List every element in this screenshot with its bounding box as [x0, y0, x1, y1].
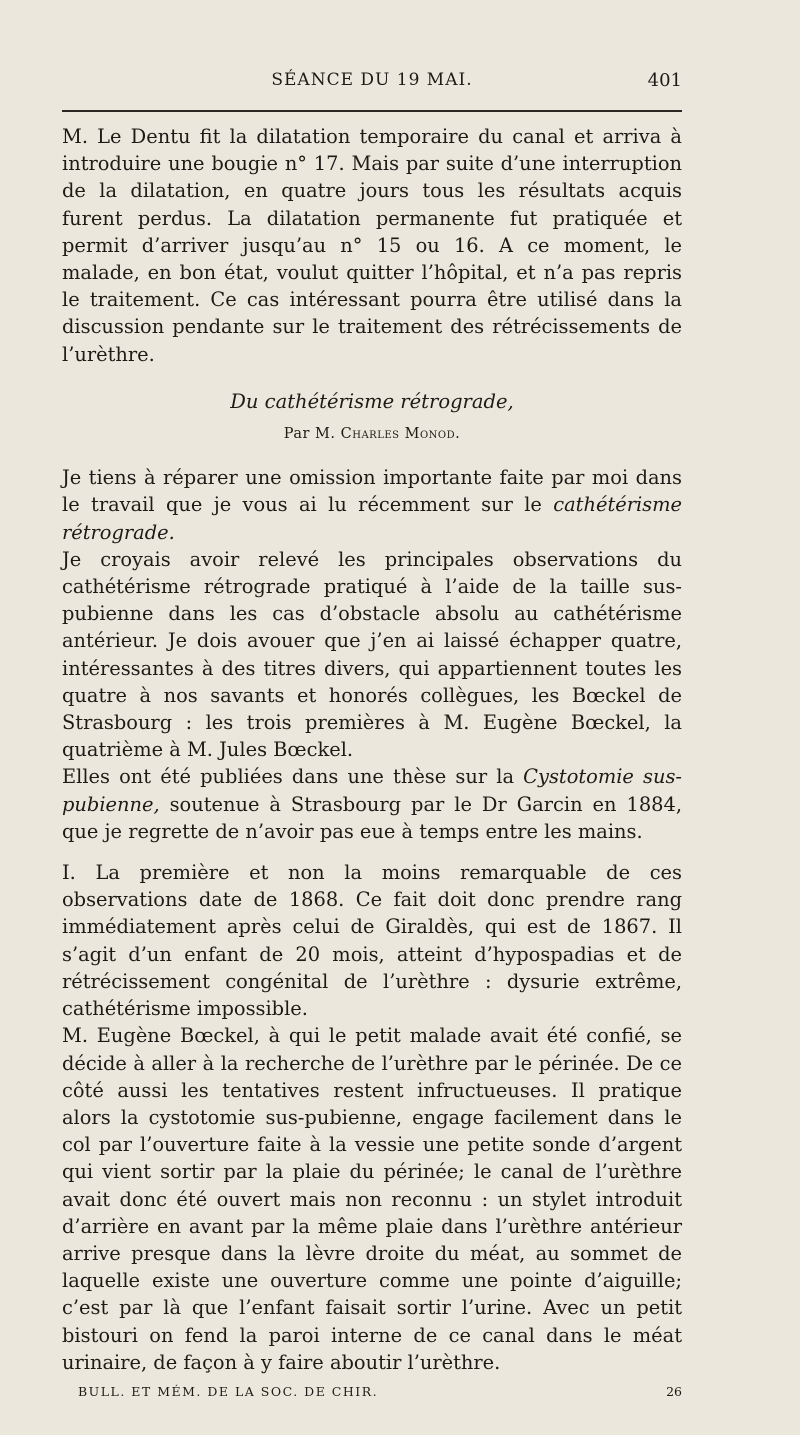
page-number: 401	[647, 70, 682, 91]
author-name: Charles Monod.	[340, 426, 461, 443]
paragraph-gap	[62, 845, 682, 859]
paragraph-omission-text: Je tiens à réparer une omission importante faite par moi dans le travail que je vous ai lu récemment sur le	[62, 466, 682, 517]
paragraph-observation-one: I. La première et non la moins remarquable de ces observations date de 1868. Ce fait doit donc prendre rang immédiatement après celui de Giraldès, qui est de 1867. Il s’agit d’un enfant de 20 mois, atteint d’hypospadias et de rétrécissement congénital de l’urèthre : dysurie extrême, cathétérisme impossible.	[62, 861, 682, 1021]
paragraph-omission-title: cathétérisme rétrograde.	[62, 493, 682, 544]
paragraph-boeckel: M. Eugène Bœckel, à qui le petit malade avait été confié, se décide à aller à la recherche de l’urèthre par le périnée. De ce côté aussi les tentatives restent infructueuses. Il pratique alors la cystotomie sus-pubienne, engage facilement dans le col par l’ouverture faite à la vessie une petite sonde d’argent qui vient sortir par la plaie du périnée; le canal de l’urèthre avait donc été ouvert mais non reconnu : un stylet introduit d’arrière en avant par la même plaie dans l’urèthre antérieur arrive presque dans la lèvre droite du méat, au sommet de laquelle existe une ouverture comme une pointe d’aiguille; c’est par là que l’enfant faisait sortir l’urine. Avec un petit bistouri on fend la paroi interne de ce canal dans le méat urinaire, de façon à y faire aboutir l’urèthre.	[62, 1024, 682, 1374]
author-line	[62, 421, 682, 448]
header-rule	[62, 110, 682, 112]
author-prefix: Par M.	[283, 426, 336, 443]
running-title: SÉANCE DU 19 MAI.	[271, 70, 473, 90]
paragraph-omission	[62, 464, 682, 546]
paragraph-publication-text-a: Elles ont été publiées dans une thèse sur la	[62, 765, 524, 789]
paragraph-publication-text-b: soutenue à Strasbourg par le Dr Garcin en 1884, que je regrette de n’avoir pas eue à temps entre les mains.	[62, 792, 682, 843]
journal-name: BULL. ET MÉM. DE LA SOC. DE CHIR.	[78, 1384, 379, 1399]
paragraph-observations: Je croyais avoir relevé les principales observations du cathétérisme rétrograde pratiqué à l’aide de la taille sus-pubienne dans les cas d’obstacle absolu au cathétérisme antérieur. Je dois avouer que j’en ai laissé échapper quatre, intéressantes à des titres divers, qui appartiennent toutes les quatre à nos savants et honorés collègues, les Bœckel de Strasbourg : les trois premières à M. Eugène Bœckel, la quatrième à M. Jules Bœckel.	[62, 547, 682, 762]
page-header	[62, 70, 682, 100]
paragraph-publication-title: Cystotomie sus-pubienne,	[62, 765, 682, 816]
paragraph-publication	[62, 763, 682, 845]
signature-mark: 26	[666, 1384, 682, 1399]
page-footer	[78, 1384, 682, 1404]
paragraph-le-dentu: M. Le Dentu fit la dilatation temporaire du canal et arriva à introduire une bougie n° 17. Mais par suite d’une interruption de la dilatation, en quatre jours tous les résultats acquis furent perdus. La dilatation permanente fut pratiquée et permit d’arriver jusqu’au n° 15 ou 16. A ce moment, le malade, en bon état, voulut quitter l’hôpital, et n’a pas repris le traitement. Ce cas intéressant pourra être utilisé dans la discussion pendante sur le traitement des rétrécissements de l’urèthre.	[62, 125, 682, 366]
page-body	[62, 123, 682, 1376]
section-title: Du cathétérisme rétrograde,	[230, 389, 514, 413]
